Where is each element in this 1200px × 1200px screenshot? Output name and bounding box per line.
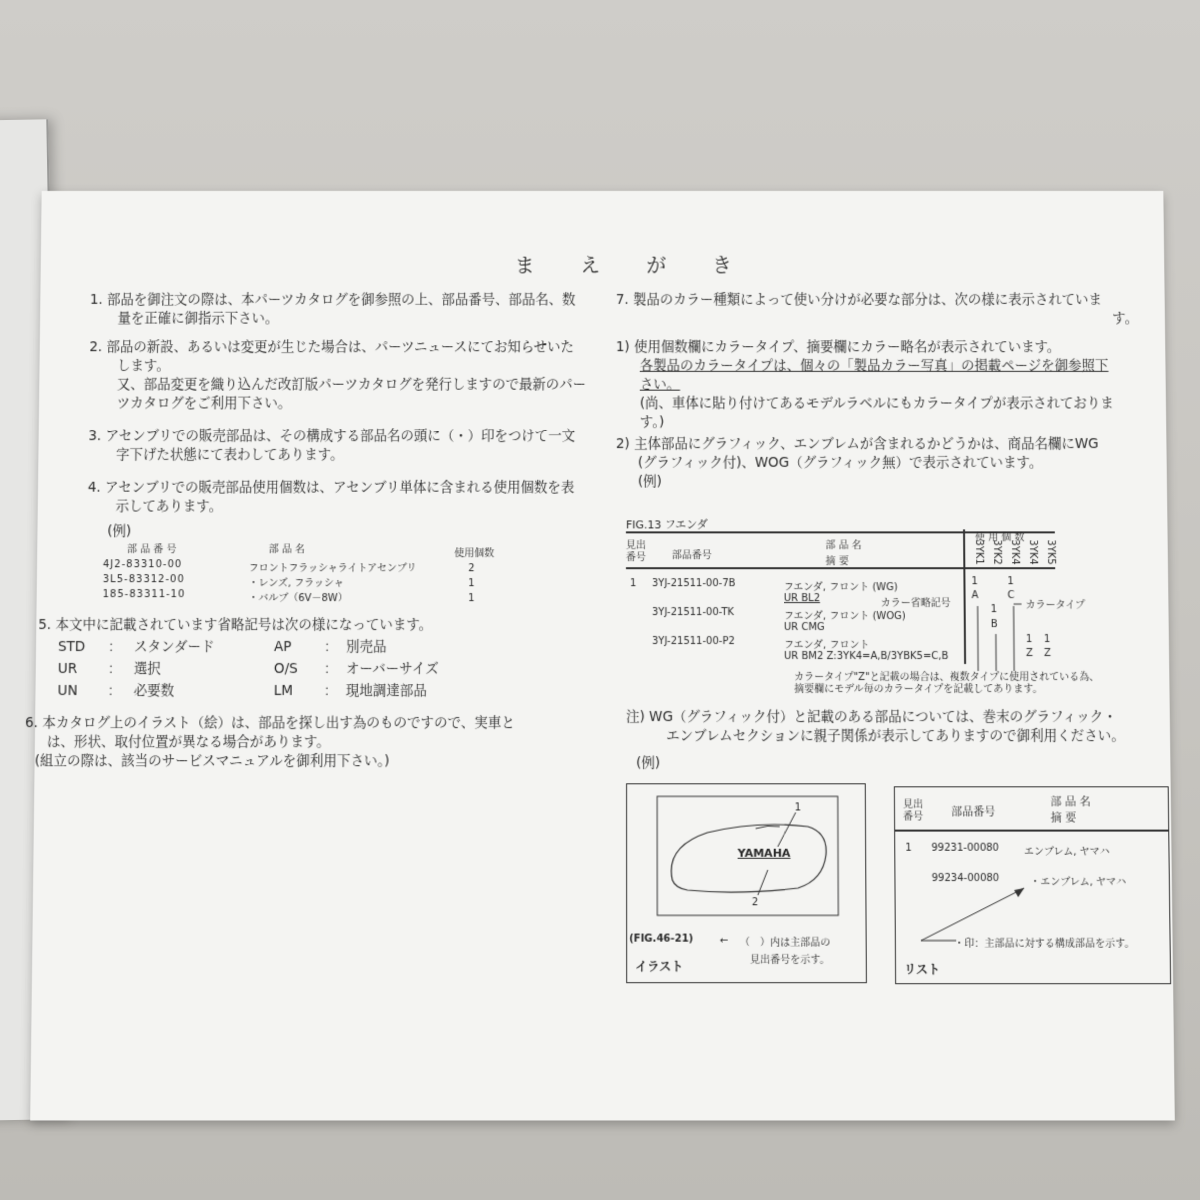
table-cell: フロントフラッシャライトアセンブリ bbox=[248, 563, 417, 575]
abbr-code: UN bbox=[57, 683, 78, 700]
fig-header-ref: 見出 番号 bbox=[625, 540, 646, 564]
arrow-icon: ← bbox=[719, 935, 729, 947]
list-label: リスト bbox=[904, 962, 941, 978]
para-5: 5. 本文中に記載されています省略記号は次の様になっています。 bbox=[38, 617, 433, 634]
table-cell: 185-83311-10 bbox=[102, 589, 186, 601]
table-cell: エンブレム, ヤマハ bbox=[1023, 846, 1110, 858]
usage-mark: B bbox=[990, 619, 998, 631]
abbr-text: 別売品 bbox=[345, 639, 387, 655]
illustration-box bbox=[626, 783, 867, 983]
callout-2: 2 bbox=[751, 897, 759, 909]
example-header-qty: 使用個数 bbox=[454, 548, 495, 560]
list-header-name: 部 品 名 bbox=[1050, 795, 1091, 809]
color-type-callout: カラータイプ bbox=[1025, 600, 1086, 612]
para-4: 4. アセンブリでの販売部品使用個数は、アセンブリ単体に含まれる使用個数を表 示してあります。 bbox=[87, 479, 575, 515]
abbr-text: 必要数 bbox=[133, 683, 175, 700]
list-header-rule bbox=[895, 830, 1168, 832]
table-cell: 3L5-83312-00 bbox=[102, 574, 185, 586]
para-6: 6. 本カタログ上のイラスト（絵）は、部品を探し出す為のものですので、実車と は、形状、取付位置が異なる場合があります。 (組立の際は、該当のサービスマニュアルを御利用下さい。) bbox=[24, 715, 515, 770]
usage-mark: Z bbox=[1043, 648, 1051, 659]
example-header-pn: 部 品 番 号 bbox=[126, 544, 177, 556]
usage-mark: 1 bbox=[1025, 634, 1033, 646]
fig-header-desc: 摘 要 bbox=[825, 556, 849, 568]
abbr-text: オーバーサイズ bbox=[345, 660, 439, 677]
table-cell: 1 bbox=[629, 578, 637, 590]
arrow-note: 見出番号を示す。 bbox=[749, 954, 830, 966]
list-header-desc: 摘 要 bbox=[1050, 811, 1077, 825]
abbr-code: AP bbox=[273, 639, 292, 655]
illustration-label: イラスト bbox=[635, 959, 684, 975]
abbr-code: LM bbox=[273, 683, 293, 700]
usage-mark: 1 bbox=[990, 604, 998, 616]
usage-mark: 1 bbox=[1007, 576, 1014, 588]
fig-col-head: 3YK5 bbox=[1044, 539, 1056, 565]
abbr-sep: ： bbox=[107, 660, 122, 677]
table-cell: 4J2-83310-00 bbox=[102, 559, 183, 571]
table-cell: ・エンブレム, ヤマハ bbox=[1030, 876, 1127, 889]
callout-1: 1 bbox=[794, 802, 802, 814]
abbr-sep: ： bbox=[323, 660, 338, 677]
table-cell: 99234-00080 bbox=[931, 872, 1000, 885]
list-header-pn: 部品番号 bbox=[951, 805, 996, 819]
para-7: 7. 製品のカラー種類によって使い分けが必要な部分は、次の様に表示されていま す。 bbox=[615, 292, 1139, 327]
sub-2: 2) 主体部品にグラフィック、エンブレムが含まれるかどうかは、商品名欄にWG (グラフィック付)、WOG（グラフィック無）で表示されています。 (例) bbox=[615, 436, 1099, 490]
fig-footnote: 摘要欄にモデル毎のカラータイプを記載してあります。 bbox=[794, 684, 1043, 696]
table-cell: 1 bbox=[468, 578, 475, 590]
tank-illustration bbox=[627, 784, 866, 982]
table-cell: 1 bbox=[905, 842, 912, 854]
page-title: ま え が き bbox=[514, 253, 752, 278]
usage-mark: Z bbox=[1025, 648, 1033, 659]
note: 注) WG（グラフィック付）と記載のある部品については、巻末のグラフィック・ エンブレムセクションに親子関係が表示してありますので御利用ください。 bbox=[626, 709, 1125, 745]
list-header-ref: 見出 番号 bbox=[902, 799, 924, 823]
example-label: (例) bbox=[107, 523, 132, 540]
para-3: 3. アセンブリでの販売部品は、その構成する部品名の頭に（・）印をつけて一文 字下げた状態にて表わしてあります。 bbox=[88, 428, 576, 463]
para-2: 2. 部品の新設、あるいは変更が生じた場合は、パーツニュースにてお知らせいた します。 又、部品変更を織り込んだ改訂版パーツカタログを発行しますので最新のパー ツカタログをご利用下さい。 bbox=[89, 339, 587, 412]
color-abbr-callout: カラー省略記号 bbox=[880, 598, 951, 610]
para-1: 1. 部品を御注文の際は、本パーツカタログを御参照の上、部品番号、部品名、数 量を正確に御指示下さい。 bbox=[89, 292, 576, 327]
table-cell: 1 bbox=[468, 593, 475, 605]
abbr-text: スタンダード bbox=[133, 639, 215, 655]
sub-1: 1) 使用個数欄にカラータイプ、摘要欄にカラー略名が表示されています。 各製品のカラータイプは、個々の「製品カラー写真」の掲載ページを御参照下 さい。 (尚、車体に貼り付けてあるモデルラベルにもカラータイプが表示されておりま す。) bbox=[615, 339, 1114, 431]
example2-label: (例) bbox=[636, 755, 661, 772]
abbr-code: UR bbox=[57, 660, 78, 677]
abbr-text: 選択 bbox=[133, 660, 161, 677]
catalog-page bbox=[24, 191, 1175, 1121]
usage-mark: C bbox=[1007, 590, 1015, 602]
table-cell: UR BL2 bbox=[783, 593, 821, 605]
table-cell: 2 bbox=[468, 563, 475, 575]
fig-footnote: カラータイプ"Z"と記載の場合は、複数タイプに使用されている為、 bbox=[794, 671, 1100, 684]
table-cell: 3YJ-21511-00-7B bbox=[651, 578, 736, 590]
fig-title: FIG.13 フエンダ bbox=[625, 518, 708, 532]
fig-col-head: 3YK4 bbox=[1008, 539, 1020, 565]
abbr-sep: ： bbox=[323, 683, 338, 700]
fig-header-pn: 部品番号 bbox=[671, 550, 712, 562]
table-cell: 99231-00080 bbox=[931, 842, 999, 854]
usage-mark: 1 bbox=[1043, 634, 1051, 646]
table-cell: UR CMG bbox=[783, 622, 825, 634]
list-box bbox=[894, 786, 1171, 984]
list-mark-note: ・印：主部品に対する構成部品を示す。 bbox=[954, 938, 1135, 950]
table-cell: UR BM2 Z:3YK4=A,B/3YBK5=C,B bbox=[784, 651, 949, 662]
table-cell: 3YJ-21511-00-P2 bbox=[651, 636, 735, 648]
fig-col-head: 3YK2 bbox=[990, 539, 1002, 565]
usage-mark: 1 bbox=[971, 576, 978, 588]
fig-col-head: 3YK1 bbox=[972, 539, 984, 565]
abbr-sep: ： bbox=[107, 639, 122, 655]
table-cell: フエンダ, フロント (WOG) bbox=[783, 611, 906, 623]
yamaha-emblem-text: YAMAHA bbox=[737, 846, 791, 860]
table-cell: ・レンズ, フラッシャ bbox=[248, 578, 344, 590]
abbr-sep: ： bbox=[107, 683, 122, 700]
abbr-text: 現地調達部品 bbox=[345, 683, 427, 700]
fig-header-usage: 使 用 個 数 bbox=[975, 532, 1025, 544]
fig-col-head: 3YK4 bbox=[1026, 539, 1038, 565]
table-cell: フエンダ, フロント (WG) bbox=[783, 582, 898, 594]
fig-header-name: 部 品 名 bbox=[825, 540, 862, 552]
table-cell: ・バルブ（6V－8W） bbox=[248, 593, 348, 605]
abbr-sep: ： bbox=[323, 639, 338, 655]
fig-ref: (FIG.46-21) bbox=[629, 933, 694, 945]
arrow-note: （ ）内は主部品の bbox=[739, 937, 831, 949]
table-cell: フエンダ, フロント bbox=[783, 640, 870, 651]
table-cell: 3YJ-21511-00-TK bbox=[651, 607, 735, 619]
abbr-code: STD bbox=[57, 639, 86, 655]
fig-leader-lines bbox=[965, 566, 1056, 676]
usage-mark: A bbox=[971, 590, 979, 602]
abbr-code: O/S bbox=[273, 660, 298, 677]
example-header-name: 部 品 名 bbox=[268, 544, 306, 556]
